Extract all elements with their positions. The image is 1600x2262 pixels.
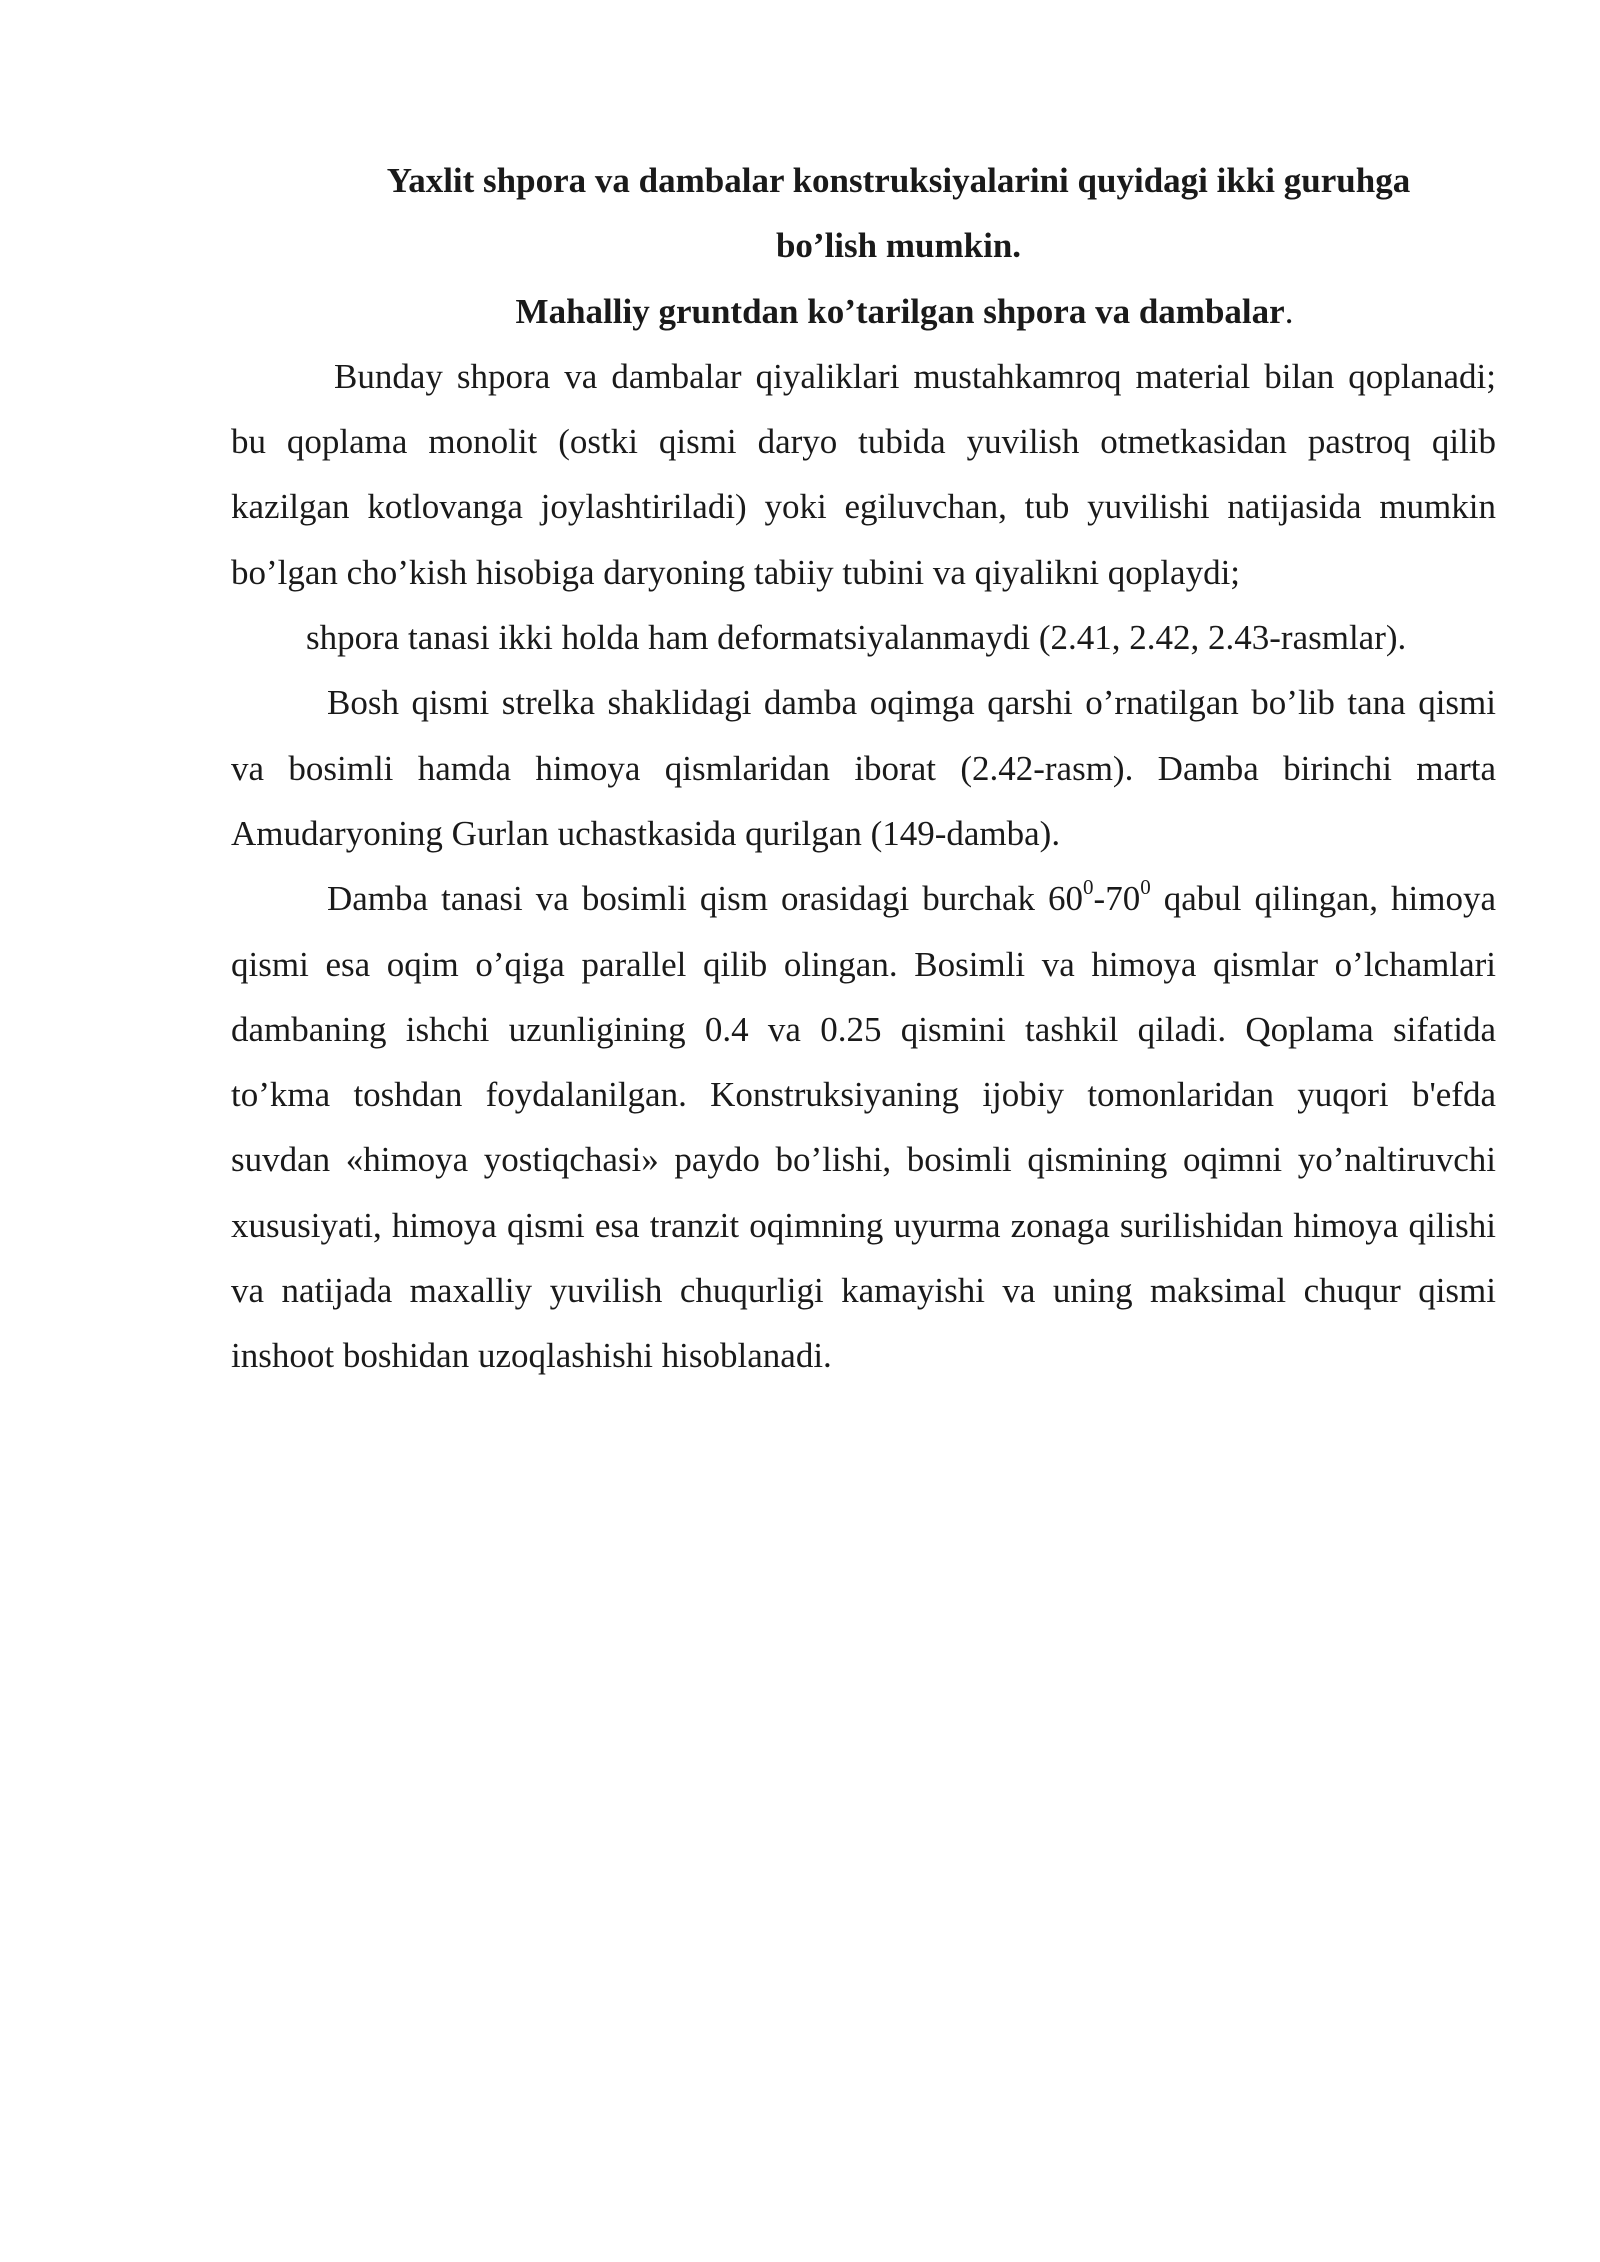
subheading: [231, 279, 1496, 344]
paragraph-4-part-1: Damba tanasi va bosimli qism orasidagi burchak 60: [327, 879, 1084, 919]
paragraph-1: Bunday shpora va dambalar qiyaliklari mustahkamroq material bilan qoplanadi; bu qoplama monolit (ostki qismi daryo tubida yuvilish otmetkasidan pastroq qilib kazilgan kotlovanga joylashtiriladi) yoki egiluvchan, tub yuvilishi natijasida mumkin bo’lgan cho’kish hisobiga daryoning tabiiy tubini va qiyalikni qoplaydi;: [231, 356, 1496, 592]
heading-line-1: [231, 148, 1496, 213]
heading-line-1-text: Yaxlit shpora va dambalar konstruksiyalarini quyidagi ikki guruhga: [386, 161, 1411, 200]
degree-superscript-1: 0: [1083, 874, 1094, 899]
subheading-text: Mahalliy gruntdan ko’tarilgan shpora va dambalar: [515, 291, 1285, 331]
paragraph-3: Bosh qismi strelka shaklidagi damba oqimga qarshi o’rnatilgan bo’lib tana qismi va bosimli hamda himoya qismlaridan iborat (2.42-rasm). Damba birinchi marta Amudaryoning Gurlan uchastkasida qurilgan (149-damba).: [231, 683, 1496, 853]
heading-line-2: [231, 213, 1496, 278]
paragraph-4: [231, 866, 1496, 1388]
degree-superscript-2: 0: [1140, 874, 1151, 899]
document-body: [231, 148, 1496, 1389]
paragraph-2: shpora tanasi ikki holda ham deformatsiyalanmaydi (2.41, 2.42, 2.43-rasmlar).: [306, 618, 1407, 658]
subheading-period: .: [1284, 291, 1294, 331]
paragraph-4-part-2: -70: [1093, 879, 1141, 919]
paragraph-4-part-3: qabul qilingan, himoya qismi esa oqim o’qiga parallel qilib olingan. Bosimli va himoya qismlar o’lchamlari dambaning ishchi uzunligining 0.4 va 0.25 qismini tashkil qiladi. Qoplama sifatida to’kma toshdan foydalanilgan. Konstruksiyaning ijobiy tomonlaridan yuqori b'efda suvdan «himoya yostiqchasi» paydo bo’lishi, bosimli qismining oqimni yo’naltiruvchi xususiyati, himoya qismi esa tranzit oqimning uyurma zonaga surilishidan himoya qilishi va natijada maxalliy yuvilish chuqurligi kamayishi va uning maksimal chuqur qismi inshoot boshidan uzoqlashishi hisoblanadi.: [231, 879, 1496, 1376]
heading-line-2-text: bo’lish mumkin.: [775, 226, 1022, 266]
